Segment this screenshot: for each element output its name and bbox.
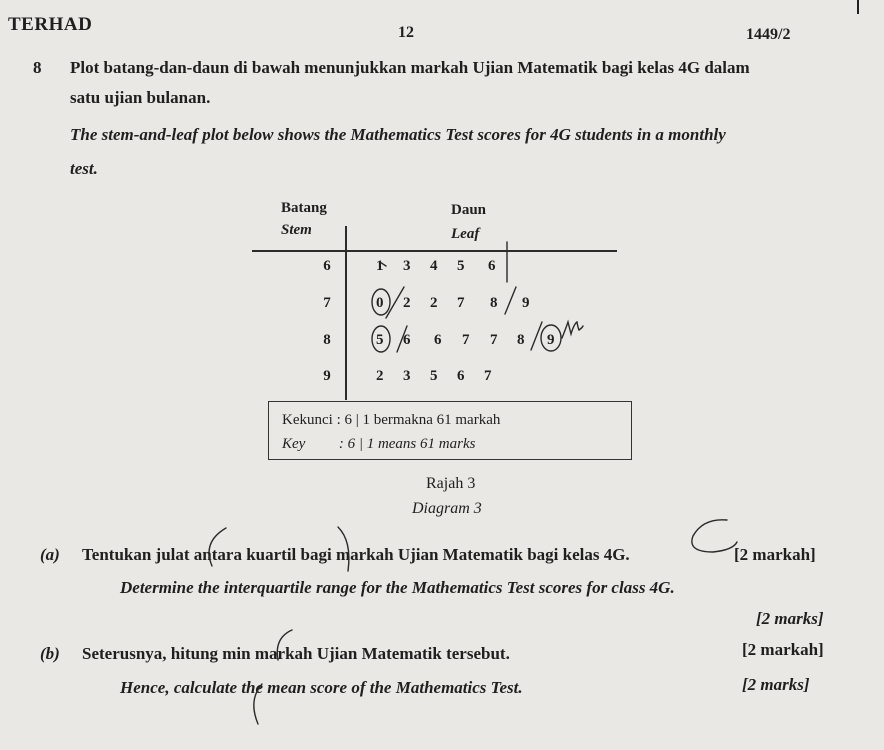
part-b-malay: Seterusnya, hitung min markah Ujian Matematik tersebut. [82,644,510,663]
question-malay-line1: Plot batang-dan-daun di bawah menunjukkan markah Ujian Matematik bagi kelas 4G dalam [70,58,750,77]
leaf-value: 3 [403,368,411,384]
plot-horizontal-rule [252,250,617,252]
leaf-value: 6 [403,332,411,348]
stem-value: 6 [323,258,331,274]
leaf-header-english: Leaf [451,226,480,242]
leaf-value: 2 [403,295,411,311]
part-a-label: (a) [40,545,60,564]
stem-header-english: Stem [281,222,312,238]
leaf-value: 0 [376,295,384,311]
slash-mark-4 [531,322,542,350]
part-b-marks-malay: [2 markah] [742,640,824,659]
part-a-marks-english: [2 marks] [756,609,824,628]
page-number: 12 [398,24,414,41]
paper-code: 1449/2 [746,26,791,43]
classification-label: TERHAD [8,14,93,35]
leaf-value: 6 [488,258,496,274]
circle-mark-4g [692,520,737,552]
leaf-value: 2 [376,368,384,384]
leaf-value: 8 [490,295,498,311]
leaf-value: 9 [547,332,555,348]
stem-header-malay: Batang [281,200,327,216]
part-a-english: Determine the interquartile range for the Mathematics Test scores for class 4G. [120,578,675,597]
caption-english: Diagram 3 [412,500,482,517]
key-english-rest: : 6 | 1 means 61 marks [338,436,476,452]
leaf-value: 3 [403,258,411,274]
part-a-marks-malay: [2 markah] [734,545,816,564]
leaf-value: 5 [376,332,384,348]
leaf-value: 5 [430,368,438,384]
question-number: 8 [33,58,42,77]
leaf-value: 7 [462,332,470,348]
key-malay: Kekunci : 6 | 1 bermakna 61 markah [282,412,501,428]
stem-value: 7 [323,295,331,311]
leaf-value: 7 [490,332,498,348]
stem-value: 9 [323,368,331,384]
leaf-value: 5 [457,258,465,274]
slash-mark-1 [386,287,404,318]
key-english [282,436,475,453]
caption-malay: Rajah 3 [426,475,476,492]
stem-value: 8 [323,332,331,348]
leaf-value: 6 [457,368,465,384]
slash-mark-2 [505,287,516,314]
leaf-header-malay: Daun [451,202,487,218]
leaf-value: 6 [434,332,442,348]
question-english-line2: test. [70,159,98,178]
part-b-english: Hence, calculate the mean score of the Mathematics Test. [120,678,523,697]
scribble-mark [562,322,583,338]
leaf-value: 8 [517,332,525,348]
leaf-value: 2 [430,295,438,311]
leaf-value: 7 [484,368,492,384]
part-b-label: (b) [40,644,60,663]
question-english-line1: The stem-and-leaf plot below shows the Mathematics Test scores for 4G students in a monthly [70,125,726,144]
corner-mark [857,0,859,14]
leaf-value: 9 [522,295,530,311]
part-a-malay: Tentukan julat antara kuartil bagi markah Ujian Matematik bagi kelas 4G. [82,545,630,564]
leaf-value: 4 [430,258,438,274]
part-b-marks-english: [2 marks] [742,675,810,694]
leaf-value: 7 [457,295,465,311]
leaf-value: 1 [376,258,384,274]
plot-vertical-rule [345,226,347,400]
key-english-label: Key [282,436,306,452]
question-malay-line2: satu ujian bulanan. [70,88,211,107]
